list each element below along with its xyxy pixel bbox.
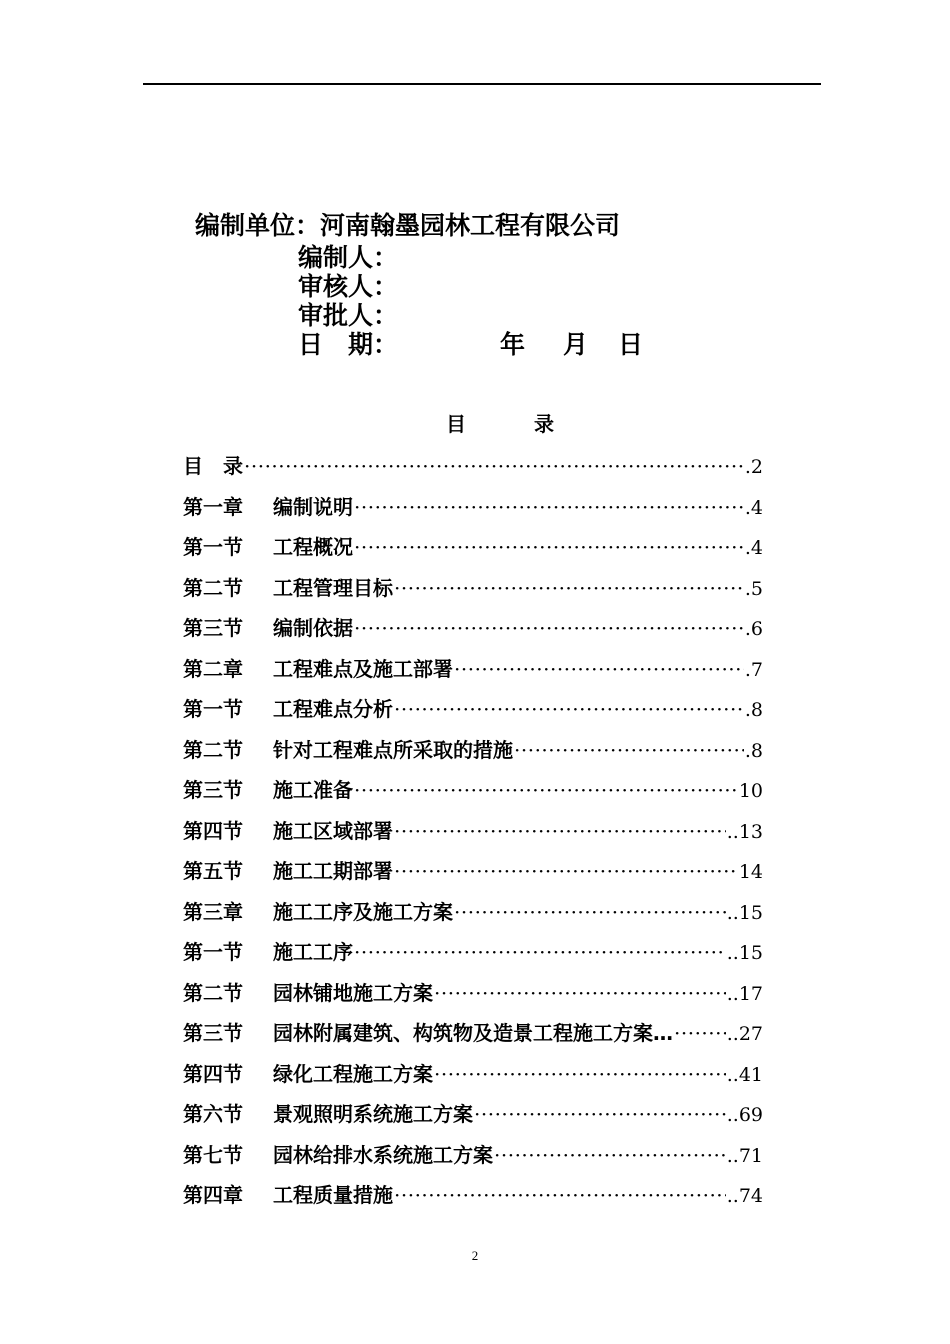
toc-entry-prefix: 第一节 — [183, 535, 243, 559]
toc-entry-page: ..15 — [726, 901, 763, 924]
toc-entry-title: 园林铺地施工方案 — [273, 980, 433, 1005]
toc-entry[interactable] — [183, 1098, 763, 1139]
toc-entry-leader — [354, 612, 744, 644]
toc-entry-page: .4 — [744, 537, 763, 559]
toc-entry-title: 施工工期部署 — [273, 859, 393, 883]
table-of-contents — [183, 450, 763, 1220]
toc-entry-title: 编制说明 — [273, 494, 353, 519]
toc-entry[interactable] — [183, 774, 763, 815]
toc-entry-leader — [434, 977, 726, 1009]
toc-entry-prefix: 第一节 — [183, 940, 243, 964]
toc-entry-title: 景观照明系统施工方案 — [273, 1102, 473, 1126]
toc-entry-prefix: 第二节 — [183, 980, 243, 1005]
toc-entry-leader — [394, 1179, 726, 1211]
toc-entry-page: .5 — [744, 577, 763, 600]
toc-entry-leader — [394, 855, 738, 887]
toc-entry[interactable] — [183, 450, 763, 491]
toc-entry-prefix: 第七节 — [183, 1142, 243, 1167]
toc-entry-page: ..13 — [726, 820, 763, 843]
toc-entry-title: 工程难点分析 — [273, 697, 393, 721]
date-year: 年 — [500, 330, 526, 359]
toc-entry-prefix: 第五节 — [183, 859, 243, 883]
toc-entry-title: 工程难点及施工部署 — [273, 656, 453, 681]
toc-entry-page: .4 — [744, 496, 763, 519]
toc-entry-page: ..74 — [726, 1185, 763, 1207]
toc-entry-prefix: 第二节 — [183, 737, 243, 762]
date-day: 日 — [618, 330, 644, 359]
toc-entry-title: 编制依据 — [273, 616, 353, 640]
toc-entry[interactable] — [183, 612, 763, 653]
toc-entry-page: .8 — [744, 739, 763, 762]
header-rule — [143, 83, 821, 85]
toc-entry-leader — [454, 896, 726, 928]
toc-entry-leader — [354, 491, 744, 523]
toc-entry[interactable] — [183, 572, 763, 613]
toc-entry[interactable] — [183, 491, 763, 532]
toc-entry-leader — [454, 653, 744, 685]
toc-entry-leader — [494, 1139, 726, 1171]
toc-entry-leader — [474, 1098, 726, 1130]
toc-entry-leader — [244, 450, 744, 482]
page-number: 2 — [471, 1248, 479, 1263]
toc-entry[interactable] — [183, 653, 763, 694]
toc-entry[interactable] — [183, 531, 763, 572]
toc-entry[interactable] — [183, 896, 763, 937]
toc-entry-title: 施工区域部署 — [273, 818, 393, 843]
toc-entry-page: .7 — [744, 658, 763, 681]
toc-entry-title: 施工准备 — [273, 778, 353, 802]
toc-entry[interactable] — [183, 734, 763, 775]
toc-entry-title: 园林附属建筑、构筑物及造景工程施工方案… — [273, 1021, 673, 1045]
toc-entry[interactable] — [183, 693, 763, 734]
toc-entry-page: 14 — [738, 861, 763, 883]
toc-entry[interactable] — [183, 815, 763, 856]
toc-title-char-2: 录 — [534, 412, 554, 436]
reviewer-line: 审核人： — [298, 272, 399, 301]
toc-entry-title: 工程质量措施 — [273, 1183, 393, 1207]
toc-entry[interactable] — [183, 936, 763, 977]
toc-entry-leader — [394, 572, 744, 604]
toc-entry[interactable] — [183, 1139, 763, 1180]
toc-entry-page: ..71 — [726, 1144, 763, 1167]
toc-entry-prefix: 第三章 — [183, 899, 243, 924]
toc-entry-prefix: 第四章 — [183, 1183, 243, 1207]
toc-entry-leader — [394, 815, 726, 847]
toc-entry-title: 施工工序及施工方案 — [273, 899, 453, 924]
toc-entry-page: .8 — [744, 699, 763, 721]
toc-entry-page: ..27 — [726, 1023, 763, 1045]
date-line: 日 期： — [298, 330, 399, 359]
compiler-line: 编制人： — [298, 243, 399, 272]
date-month: 月 — [563, 330, 589, 359]
toc-entry-page: ..41 — [726, 1063, 763, 1086]
org-line: 编制单位：河南翰墨园林工程有限公司 — [195, 211, 621, 240]
approver-line: 审批人： — [298, 301, 399, 330]
toc-entry[interactable] — [183, 1058, 763, 1099]
toc-entry-prefix: 第三节 — [183, 778, 243, 802]
toc-entry-prefix: 目 录 — [183, 454, 243, 478]
toc-entry-prefix: 第二章 — [183, 656, 243, 681]
toc-entry-prefix: 第一节 — [183, 697, 243, 721]
toc-entry-title: 施工工序 — [273, 940, 353, 964]
toc-entry-prefix: 第一章 — [183, 494, 243, 519]
toc-entry-prefix: 第四节 — [183, 818, 243, 843]
toc-entry-leader — [354, 531, 744, 563]
toc-entry-leader — [434, 1058, 726, 1090]
toc-entry[interactable] — [183, 977, 763, 1018]
toc-entry[interactable] — [183, 855, 763, 896]
toc-entry-page: ..69 — [726, 1104, 763, 1126]
toc-entry-leader — [674, 1017, 726, 1049]
toc-entry-page: ..17 — [726, 982, 763, 1005]
toc-entry-leader — [514, 734, 744, 766]
toc-entry-leader — [354, 774, 738, 806]
toc-entry[interactable] — [183, 1179, 763, 1220]
toc-entry-prefix: 第三节 — [183, 1021, 243, 1045]
toc-entry-page: .6 — [744, 618, 763, 640]
toc-entry-prefix: 第四节 — [183, 1061, 243, 1086]
toc-entry-title: 绿化工程施工方案 — [273, 1061, 433, 1086]
toc-entry-leader — [354, 936, 726, 968]
toc-entry-title: 工程管理目标 — [273, 575, 393, 600]
toc-entry-prefix: 第六节 — [183, 1102, 243, 1126]
toc-entry[interactable] — [183, 1017, 763, 1058]
toc-entry-page: 10 — [738, 780, 763, 802]
toc-entry-page: ..15 — [726, 942, 763, 964]
toc-entry-leader — [394, 693, 744, 725]
toc-title-char-1: 目 — [446, 412, 466, 436]
toc-entry-title: 工程概况 — [273, 535, 353, 559]
toc-entry-page: .2 — [744, 456, 763, 478]
toc-entry-prefix: 第二节 — [183, 575, 243, 600]
toc-entry-prefix: 第三节 — [183, 616, 243, 640]
toc-entry-title: 园林给排水系统施工方案 — [273, 1142, 493, 1167]
toc-entry-title: 针对工程难点所采取的措施 — [273, 737, 513, 762]
